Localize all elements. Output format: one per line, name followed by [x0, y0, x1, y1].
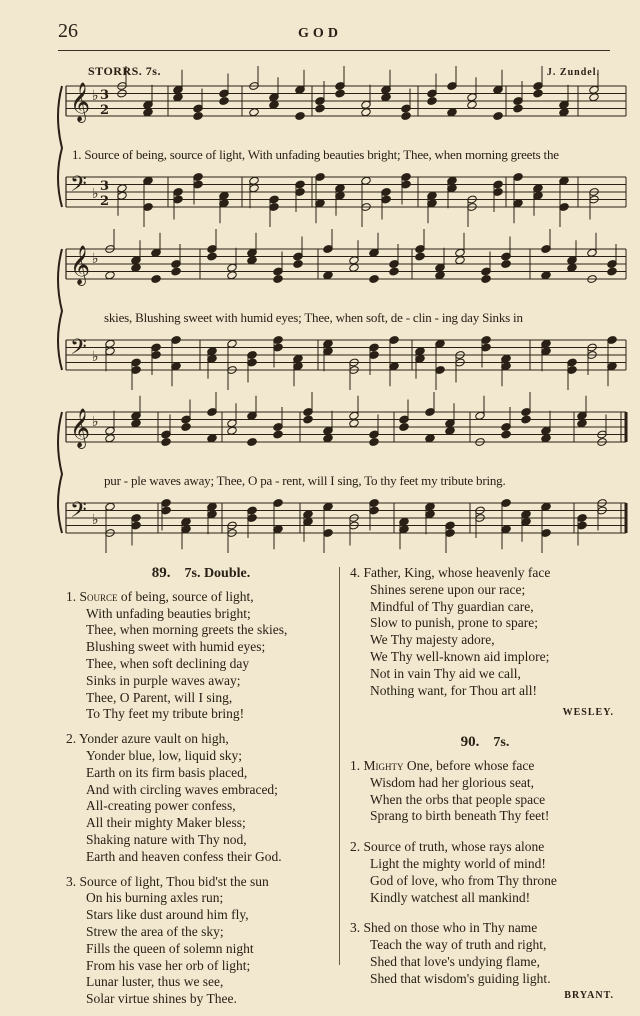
- note-head: [541, 434, 551, 443]
- note-head: [381, 93, 391, 102]
- page-number: 26: [58, 20, 78, 42]
- stanza-90-2: [350, 839, 620, 906]
- note-head: [493, 111, 503, 120]
- flat-icon: ♭: [92, 349, 99, 365]
- stanza-line: Mindful of Thy guardian care,: [370, 598, 534, 614]
- stanza-line: Shines serene upon our race;: [370, 581, 526, 597]
- time-signature: 2: [100, 194, 110, 209]
- stanza-line: All-creating power confess,: [86, 798, 236, 814]
- bass-clef-icon: 𝄢: [70, 498, 87, 528]
- note-head: [131, 419, 141, 428]
- note-head: [105, 271, 115, 280]
- note-head: [607, 267, 617, 276]
- note-head: [171, 267, 181, 276]
- flat-icon: ♭: [92, 251, 99, 267]
- stanza-line: Nothing want, for Thou art all!: [370, 682, 537, 698]
- stanza-line: Earth on its firm basis placed,: [86, 764, 248, 780]
- column-divider: [339, 567, 340, 965]
- note-head: [467, 100, 477, 109]
- stanza-line: Sprang to birth beneath Thy feet!: [370, 808, 550, 824]
- hymn-meter: 7s.: [493, 735, 510, 751]
- bass-clef-icon: 𝄢: [70, 172, 87, 202]
- stanza-line: From his vase her orb of light;: [86, 957, 251, 973]
- stanza-line: To Thy feet my tribute bring!: [86, 706, 245, 722]
- system-brace: [58, 86, 62, 207]
- stanza-89-2: [66, 731, 336, 865]
- time-signature: 3: [100, 179, 110, 194]
- stanza-line: Sinks in purple waves away;: [86, 672, 241, 688]
- note-head: [131, 263, 141, 272]
- note-head: [401, 111, 411, 120]
- stanza-line: 4. Father, King, whose heavenly face: [350, 565, 551, 580]
- hymn-number: 90.: [460, 734, 480, 751]
- tune-name: STORRS. 7s.: [88, 64, 161, 78]
- note-head: [559, 108, 569, 117]
- flat-icon: ♭: [92, 512, 99, 528]
- running-head: GOD: [298, 26, 342, 41]
- note-head: [349, 263, 359, 272]
- note-head: [447, 108, 457, 117]
- stanza-line: Slow to punish, prone to spare;: [370, 615, 538, 631]
- stanza-line: Stars like dust around him fly,: [86, 907, 249, 923]
- stanza-line: With unfading beauties bright;: [86, 605, 251, 621]
- stanza-line: Light the mighty world of mind!: [370, 855, 546, 871]
- note-head: [415, 252, 425, 261]
- note-head: [295, 111, 305, 120]
- stanza-line: God of love, who from Thy throne: [370, 872, 557, 888]
- stanza-line: All their mighty Maker bless;: [86, 815, 246, 831]
- stanza-line: Not in vain Thy aid we call,: [370, 665, 521, 681]
- note-head: [369, 437, 379, 446]
- note-head: [567, 263, 577, 272]
- stanza-line: Earth and heaven confess their God.: [86, 848, 282, 864]
- stanza-line: Wisdom had her glorious seat,: [370, 774, 535, 790]
- note-head: [303, 415, 313, 424]
- note-head: [445, 426, 455, 435]
- hymn-90-heading: [350, 734, 620, 752]
- note-head: [425, 434, 435, 443]
- author-bryant: BRYANT.: [564, 989, 614, 1001]
- composer: J. Zundel.: [546, 67, 600, 78]
- note-head: [521, 415, 531, 424]
- time-signature: 3: [100, 88, 110, 103]
- hymn-89-heading: [66, 565, 336, 583]
- stanza-89-1: [66, 589, 336, 723]
- hymn-89-column: [66, 565, 336, 1016]
- stanza-line: Strew the area of the sky;: [86, 923, 224, 939]
- note-head: [481, 274, 491, 283]
- note-head: [315, 104, 325, 113]
- stanza-line: Thee, when morning greets the skies,: [86, 622, 288, 638]
- lyric-line-3: pur - ple waves away; Thee, O pa - rent, will I sing, To thy feet my tribute bring.: [104, 473, 506, 488]
- treble-clef-icon: 𝄞: [70, 82, 91, 122]
- note-head: [513, 104, 523, 113]
- stanza-90-1: [350, 758, 620, 825]
- note-head: [427, 96, 437, 105]
- stanza-line: Shaking nature with Thy nod,: [86, 831, 247, 847]
- stanza-line: 2. Yonder azure vault on high,: [66, 731, 229, 747]
- hymn-meter: 7s. Double.: [184, 566, 251, 581]
- stanza-line: Shed that love's undying flame,: [370, 953, 541, 969]
- stanza-line: On his burning axles run;: [86, 890, 224, 906]
- note-head: [273, 430, 283, 439]
- note-head: [541, 271, 551, 280]
- note-head: [533, 89, 543, 98]
- note-head: [151, 274, 161, 283]
- note-head: [173, 93, 183, 102]
- stanza-89-3: [66, 874, 336, 1008]
- stanza-line: When the orbs that people space: [370, 791, 546, 807]
- note-head: [361, 108, 371, 117]
- hymn-number: 89.: [151, 565, 171, 581]
- note-head: [323, 271, 333, 280]
- treble-clef-icon: 𝄞: [70, 245, 91, 285]
- note-head: [249, 108, 259, 117]
- stanza-line: Lunar luster, thus we see,: [86, 974, 224, 990]
- lyric-line-2: skies, Blushing sweet with humid eyes; Thee, when soft, de - clin - ing day Sinks in: [104, 310, 523, 325]
- stanza-line: And with circling waves embraced;: [86, 781, 278, 797]
- note-head: [161, 437, 171, 446]
- note-head: [181, 422, 191, 431]
- stanza-line: We Thy majesty adore,: [370, 632, 495, 648]
- note-head: [247, 256, 257, 265]
- note-head: [435, 271, 445, 280]
- stanza-line: Thee, O Parent, will I sing,: [86, 689, 233, 705]
- note-head: [389, 267, 399, 276]
- author-wesley: WESLEY.: [562, 707, 614, 719]
- lyric-line-1: 1. Source of being, source of light, With unfading beauties bright; Thee, when morning greets the: [72, 147, 559, 162]
- note-head: [399, 422, 409, 431]
- note-head: [227, 271, 237, 280]
- note-head: [323, 434, 333, 443]
- note-head: [349, 419, 359, 428]
- note-head: [369, 274, 379, 283]
- hymn-90-column: [350, 565, 620, 1016]
- flat-icon: ♭: [92, 414, 99, 430]
- time-signature: 2: [100, 103, 110, 118]
- stanza-line: Kindly watchest all mankind!: [370, 889, 531, 905]
- stanza-90-3: [350, 920, 620, 987]
- stanza-line: Yonder blue, low, liquid sky;: [86, 747, 243, 763]
- note-head: [219, 96, 229, 105]
- system-brace: [58, 249, 62, 370]
- note-head: [247, 437, 257, 446]
- stanza-line: 3. Shed on those who in Thy name: [350, 920, 538, 936]
- note-head: [577, 419, 587, 428]
- note-head: [193, 111, 203, 120]
- stanza-89-4: [350, 565, 620, 699]
- stanza-line: Blushing sweet with humid eyes;: [86, 639, 266, 655]
- note-head: [501, 430, 511, 439]
- stanza-line: Fills the queen of solemn night: [86, 940, 254, 956]
- note-head: [207, 434, 217, 443]
- stanza-line: 3. Source of light, Thou bid'st the sun: [66, 873, 269, 889]
- note-head: [269, 100, 279, 109]
- note-head: [335, 89, 345, 98]
- system-brace: [58, 412, 62, 533]
- treble-clef-icon: 𝄞: [70, 408, 91, 448]
- note-head: [273, 274, 283, 283]
- stanza-line: 1. Mighty One, before whose face: [350, 757, 535, 773]
- flat-icon: ♭: [92, 88, 99, 104]
- stanza-line: 2. Source of truth, whose rays alone: [350, 839, 545, 855]
- stanza-line: Shed that wisdom's guiding light.: [370, 970, 551, 986]
- note-head: [207, 252, 217, 261]
- stanza-line: Solar virtue shines by Thee.: [86, 991, 237, 1007]
- note-head: [293, 259, 303, 268]
- note-head: [501, 259, 511, 268]
- bass-clef-icon: 𝄢: [70, 335, 87, 365]
- stanza-line: Teach the way of truth and right,: [370, 937, 547, 953]
- note-head: [589, 93, 599, 102]
- note-head: [105, 434, 115, 443]
- stanza-line: Thee, when soft declining day: [86, 655, 250, 671]
- stanza-line: We Thy well-known aid implore;: [370, 648, 550, 664]
- note-head: [227, 426, 237, 435]
- flat-icon: ♭: [92, 186, 99, 202]
- note-head: [455, 256, 465, 265]
- note-head: [143, 108, 153, 117]
- stanza-line: 1. Source of being, source of light,: [66, 588, 254, 604]
